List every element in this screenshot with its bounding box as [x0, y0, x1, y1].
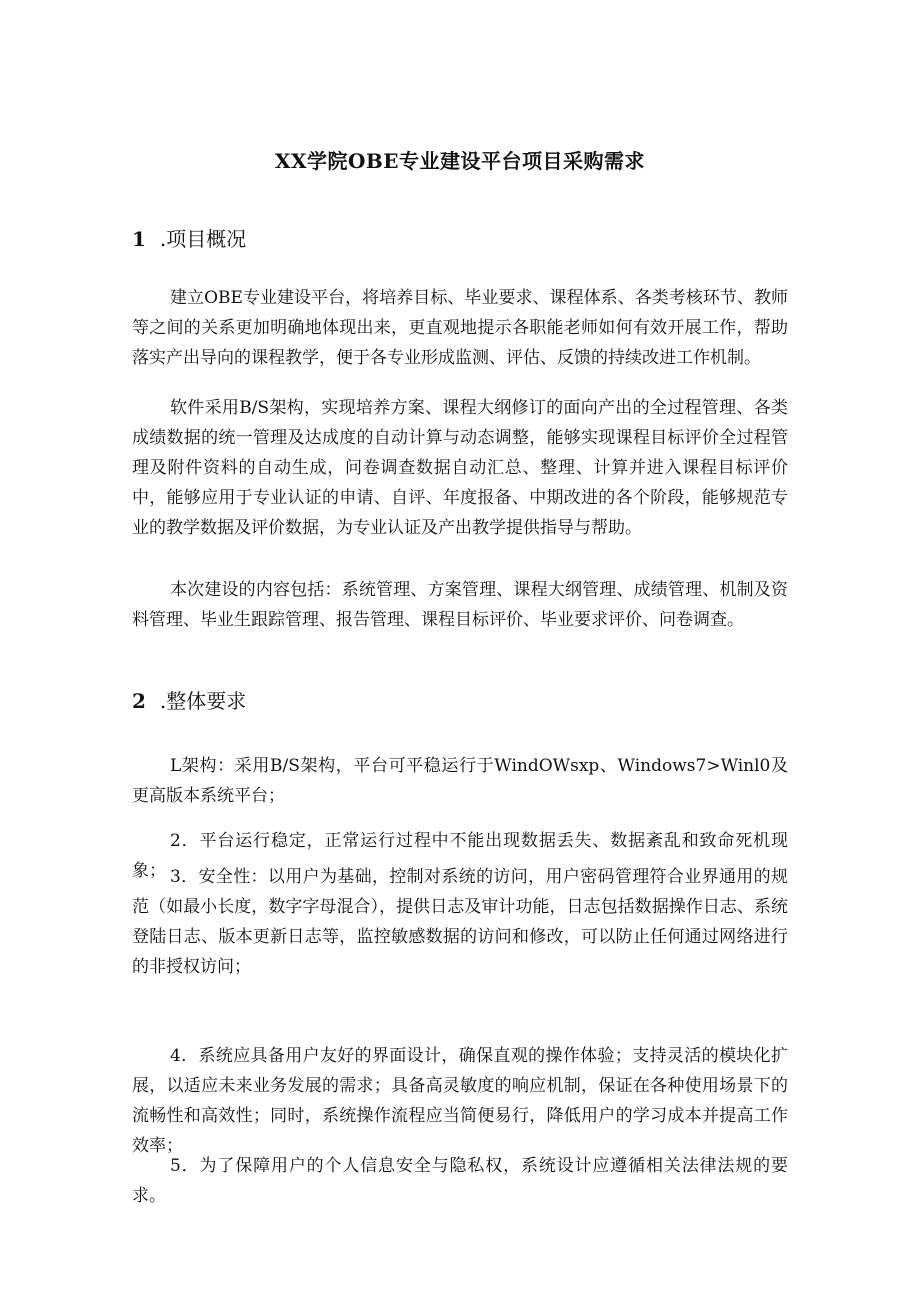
requirement-item: 2．平台运行稳定，正常运行过程中不能出现数据丢失、数据紊乱和致命死机现象； — [132, 831, 788, 881]
section-number: 2 — [132, 689, 146, 713]
requirement-item: L架构：采用B/S架构，平台可平稳运行于WindOWsxp、Windows7>Winl0及更高版本系统平台； — [132, 756, 788, 806]
section-heading-overview — [132, 223, 246, 252]
requirement-item: 4．系统应具备用户友好的界面设计，确保直观的操作体验；支持灵活的模块化扩展，以适应未来业务发展的需求；具备高灵敏度的响应机制，保证在各种使用场景下的流畅性和高效性；同时，系统操作流程应当简便易行，降低用户的学习成本并提高工作效率； — [132, 1046, 788, 1156]
section-title: .整体要求 — [159, 689, 247, 713]
section-number: 1 — [132, 227, 146, 251]
document-title: XX学院OBE专业建设平台项目采购需求 — [274, 149, 646, 173]
requirement-item: 5．为了保障用户的个人信息安全与隐私权，系统设计应遵循相关法律法规的要求。 — [132, 1156, 788, 1206]
overview-paragraph: 建立OBE专业建设平台，将培养目标、毕业要求、课程体系、各类考核环节、教师等之间的关系更加明确地体现出来，更直观地提示各职能老师如何有效开展工作，帮助落实产出导向的课程教学，便于各专业形成监测、评估、反馈的持续改进工作机制。 — [132, 288, 788, 368]
overview-paragraph: 软件采用B/S架构，实现培养方案、课程大纲修订的面向产出的全过程管理、各类成绩数据的统一管理及达成度的自动计算与动态调整，能够实现课程目标评价全过程管理及附件资料的自动生成，问卷调查数据自动汇总、整理、计算并进入课程目标评价中，能够应用于专业认证的申请、自评、年度报备、中期改进的各个阶段，能够规范专业的教学数据及评价数据，为专业认证及产出教学提供指导与帮助。 — [132, 398, 788, 538]
requirement-item: 3．安全性：以用户为基础，控制对系统的访问，用户密码管理符合业界通用的规范（如最小长度，数字字母混合），提供日志及审计功能，日志包括数据操作日志、系统登陆日志、版本更新日志等，监控敏感数据的访问和修改，可以防止任何通过网络进行的非授权访问； — [132, 867, 788, 977]
overview-paragraph: 本次建设的内容包括：系统管理、方案管理、课程大纲管理、成绩管理、机制及资料管理、毕业生跟踪管理、报告管理、课程目标评价、毕业要求评价、问卷调查。 — [132, 580, 788, 630]
section-title: .项目概况 — [159, 227, 247, 251]
section-heading-requirements — [132, 685, 246, 714]
